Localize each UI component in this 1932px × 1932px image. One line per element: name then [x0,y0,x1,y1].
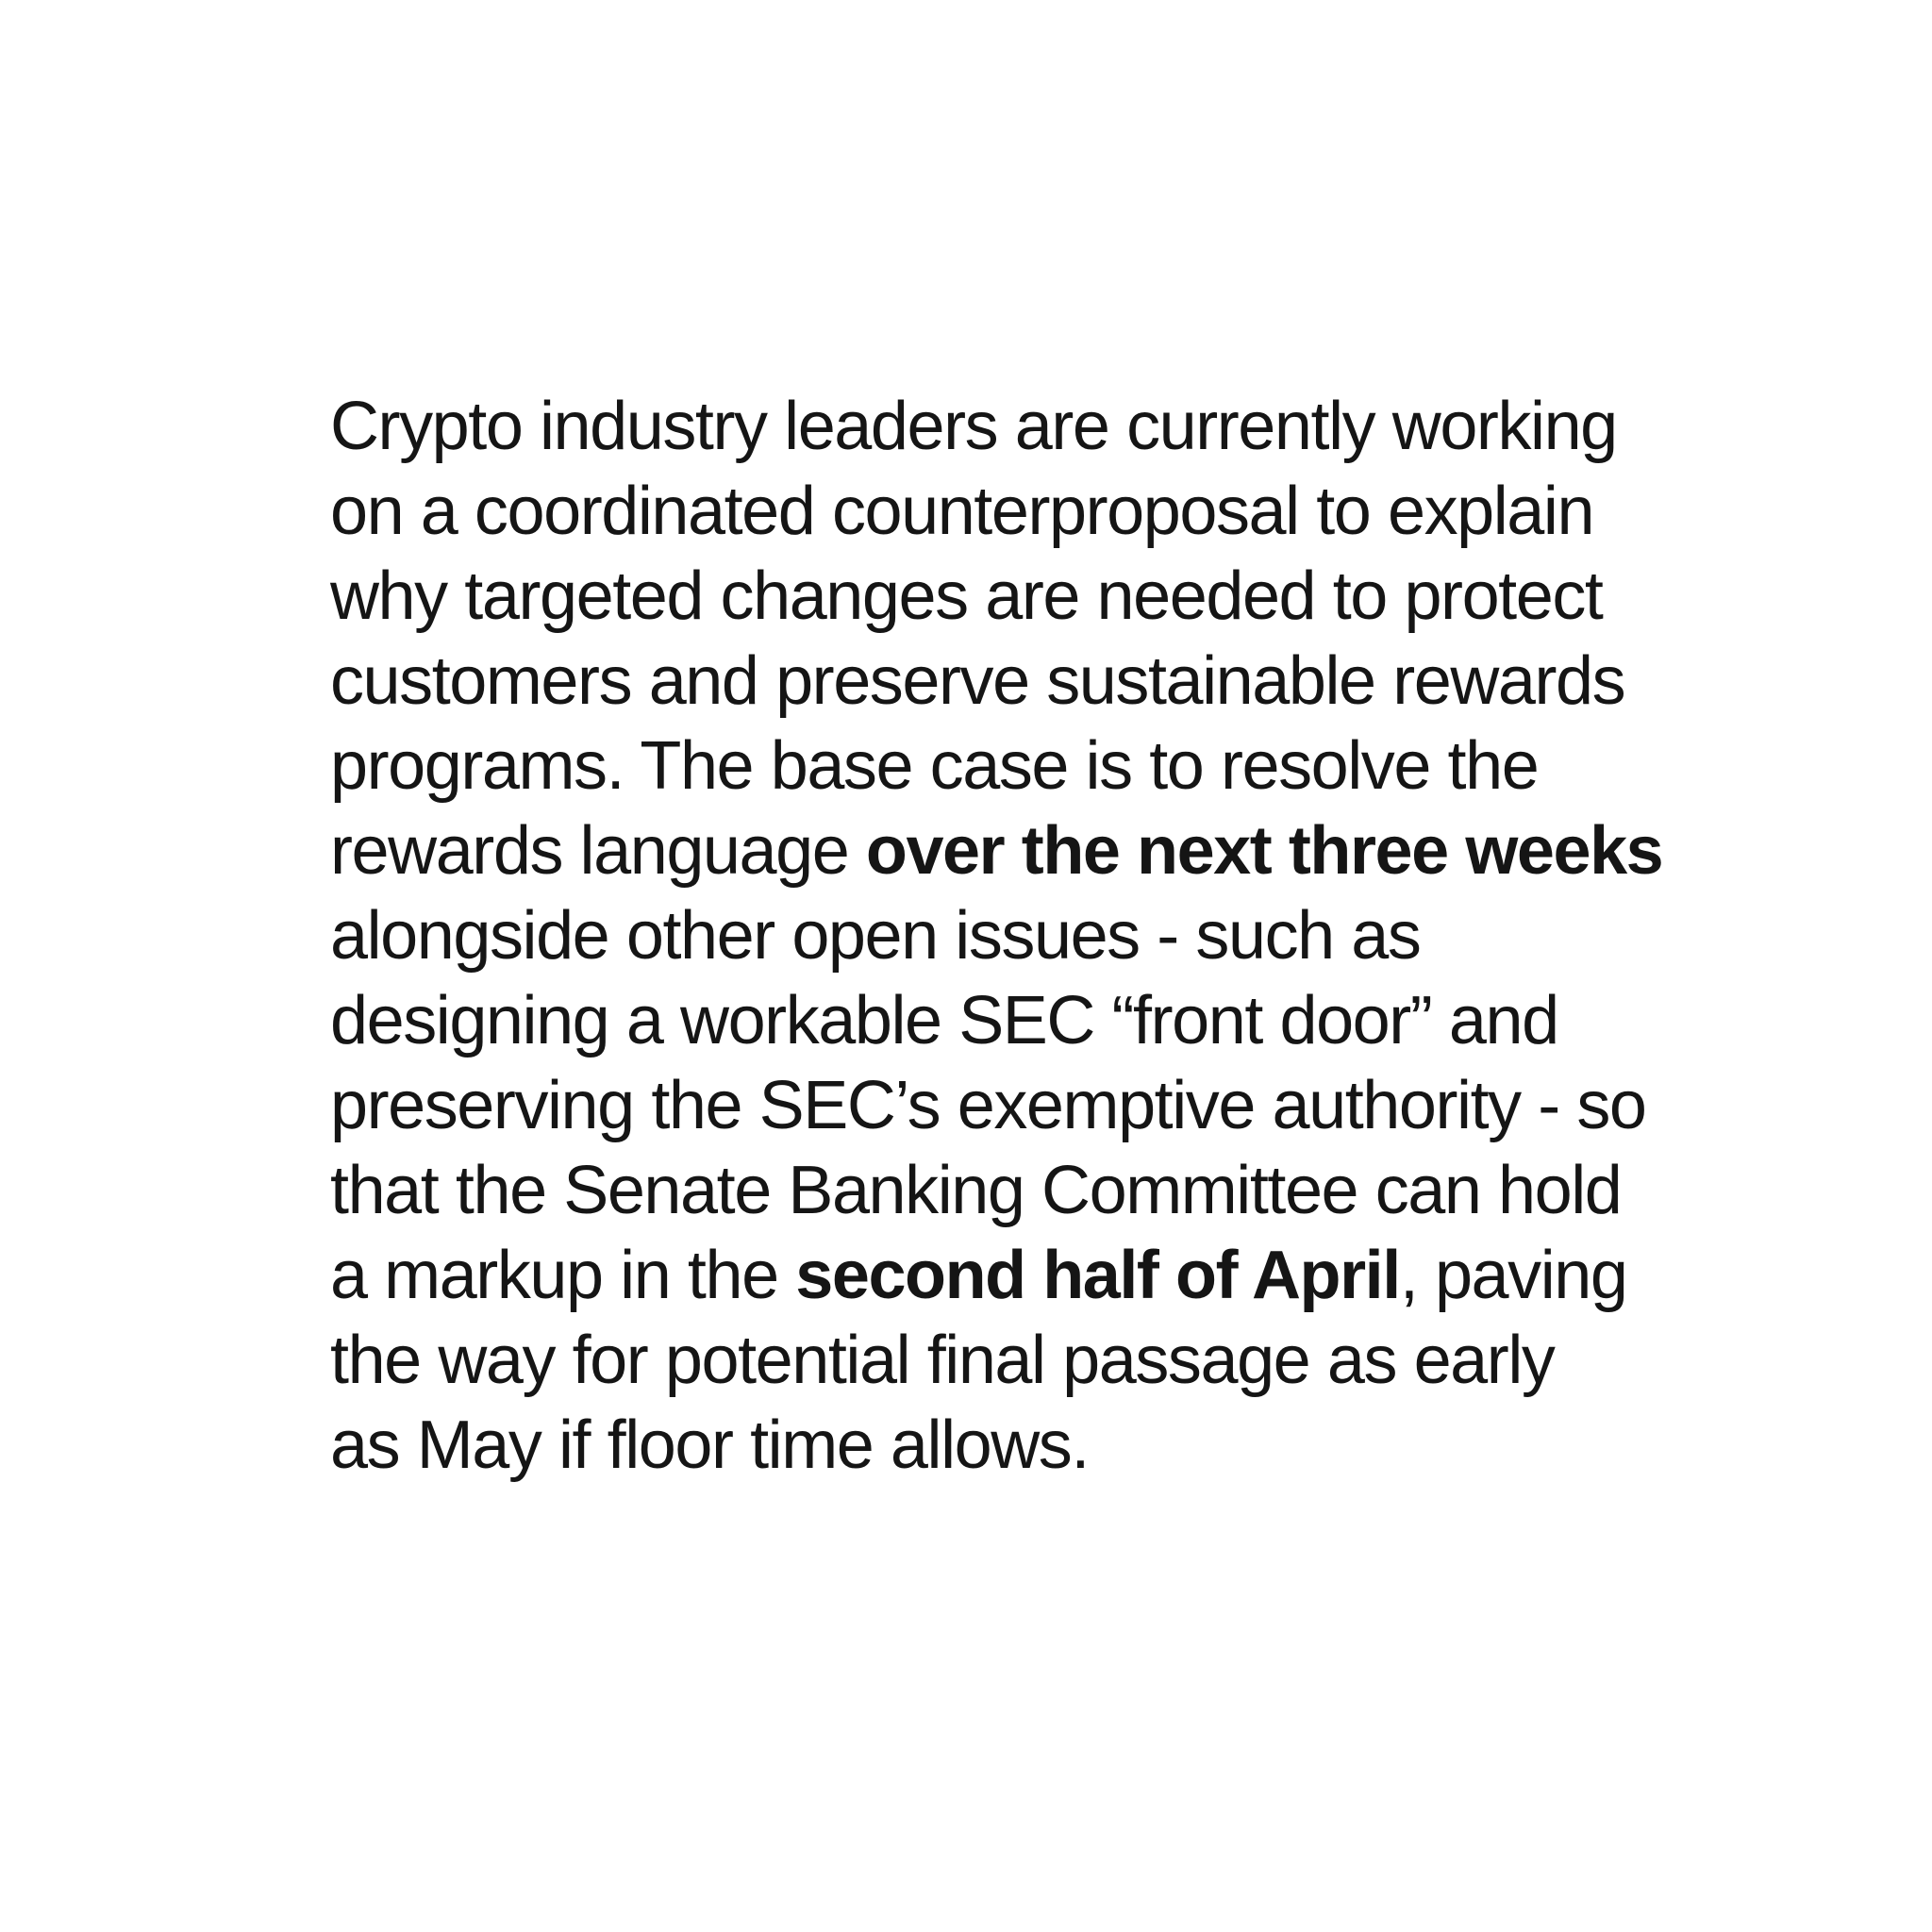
body-text: programs. The base case is to resolve the [330,728,1539,804]
body-text: customers and preserve sustainable rewards [330,643,1625,719]
paragraph-line [330,1148,1698,1233]
paragraph-line [330,639,1698,724]
paragraph-line [330,978,1698,1063]
body-text: on a coordinated counterproposal to explain [330,474,1594,549]
body-text: that the Senate Banking Committee can hold [330,1153,1622,1228]
bold-text: over the next three weeks [865,813,1663,889]
body-text: as May if floor time allows. [330,1407,1089,1483]
body-text: , paving [1399,1238,1627,1313]
paragraph-line [330,1403,1698,1488]
body-text: designing a workable SEC “front door” and [330,983,1558,1058]
paragraph-line [330,1318,1698,1403]
bold-text: second half of April [795,1238,1400,1313]
body-text: Crypto industry leaders are currently working [330,389,1617,464]
paragraph-line [330,893,1698,978]
paragraph-line [330,469,1698,554]
body-text: alongside other open issues - such as [330,898,1421,974]
paragraph [330,384,1698,1488]
body-text: why targeted changes are needed to protect [330,558,1603,634]
body-text: the way for potential final passage as early [330,1323,1555,1398]
paragraph-line [330,1063,1698,1148]
body-text: a markup in the [330,1238,796,1313]
paragraph-line [330,384,1698,469]
paragraph-line [330,808,1698,893]
body-text: preserving the SEC’s exemptive authority - so [330,1068,1646,1143]
paragraph-line [330,1233,1698,1318]
paragraph-line [330,724,1698,808]
paragraph-line [330,554,1698,639]
body-text: rewards language [330,813,866,889]
